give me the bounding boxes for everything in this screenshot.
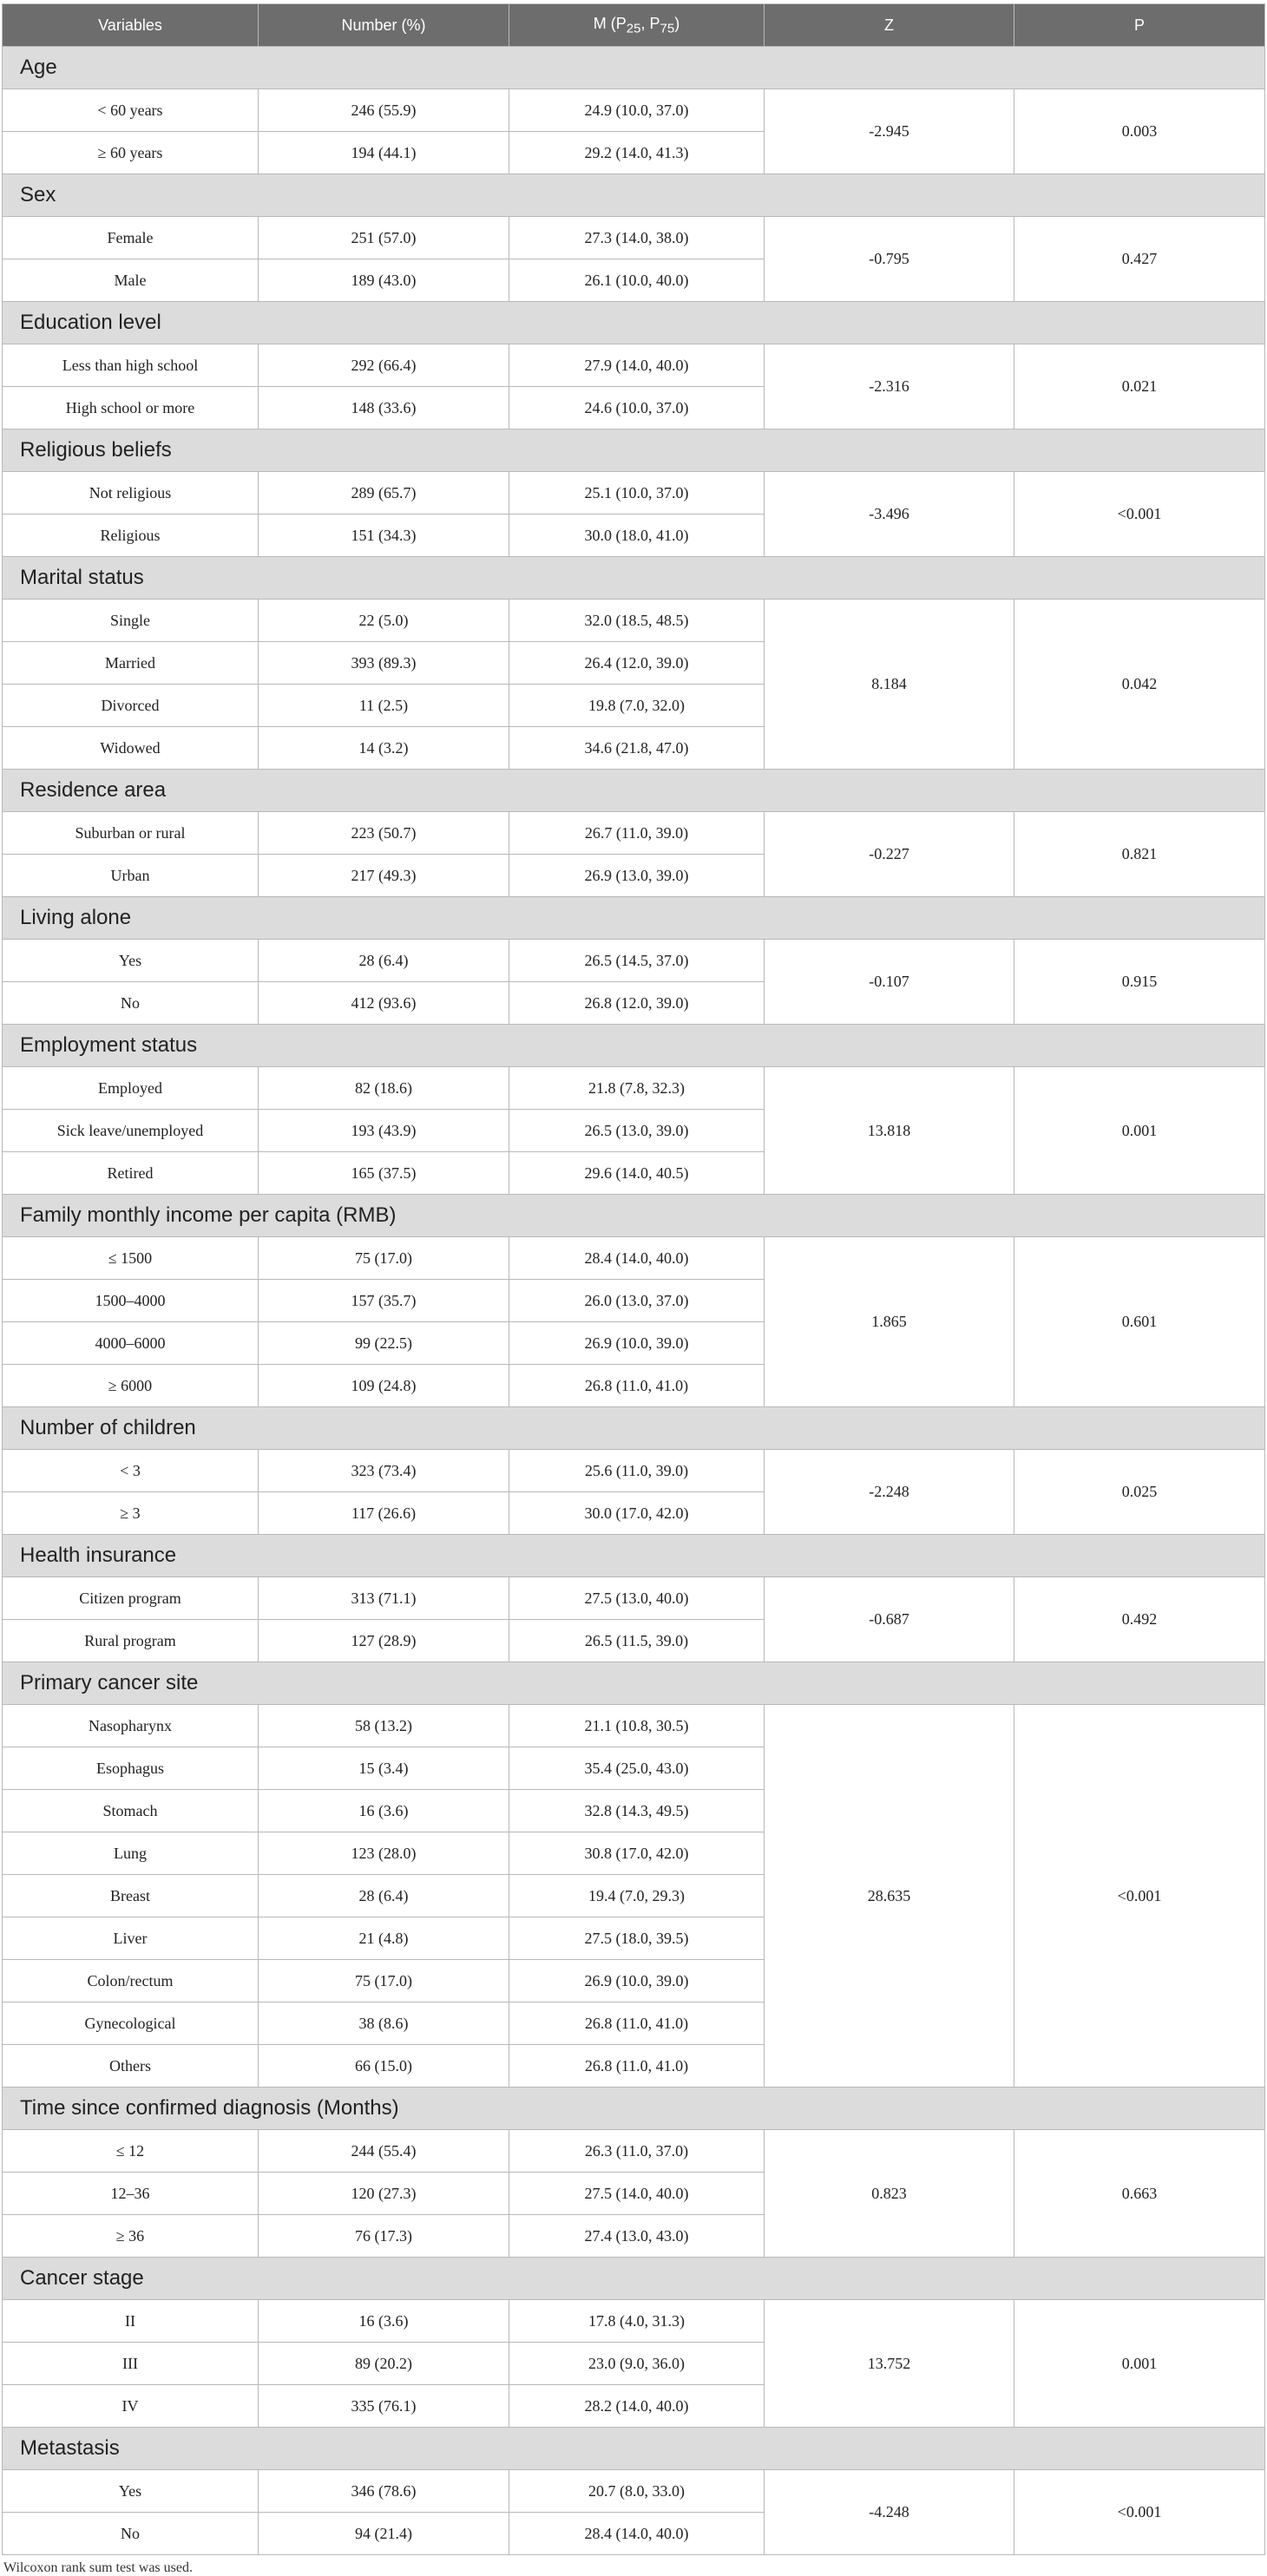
row-number: 99 (22.5) <box>259 1322 509 1365</box>
group-p-value: 0.821 <box>1014 812 1265 897</box>
row-median: 26.7 (11.0, 39.0) <box>509 812 765 855</box>
row-median: 25.1 (10.0, 37.0) <box>509 472 765 515</box>
row-number: 346 (78.6) <box>259 2470 509 2513</box>
group-label: Primary cancer site <box>3 1662 1265 1705</box>
table-row <box>3 2130 1265 2173</box>
row-median: 28.2 (14.0, 40.0) <box>509 2385 765 2428</box>
row-median: 30.0 (18.0, 41.0) <box>509 515 765 557</box>
group-z-value: 13.752 <box>765 2300 1014 2428</box>
group-row <box>3 429 1265 472</box>
group-label: Marital status <box>3 557 1265 600</box>
row-median: 32.8 (14.3, 49.5) <box>509 1790 765 1832</box>
row-number: 38 (8.6) <box>259 2002 509 2045</box>
row-label: 4000–6000 <box>3 1322 259 1365</box>
row-label: Esophagus <box>3 1747 259 1790</box>
row-number: 76 (17.3) <box>259 2215 509 2258</box>
group-z-value: -0.107 <box>765 940 1014 1025</box>
table-row <box>3 1450 1265 1492</box>
group-row <box>3 47 1265 89</box>
row-number: 217 (49.3) <box>259 855 509 897</box>
group-z-value: 8.184 <box>765 600 1014 770</box>
row-median: 26.8 (11.0, 41.0) <box>509 1365 765 1407</box>
table-row <box>3 89 1265 132</box>
group-z-value: -2.945 <box>765 89 1014 174</box>
table-row <box>3 344 1265 387</box>
group-label: Metastasis <box>3 2428 1265 2470</box>
row-median: 20.7 (8.0, 33.0) <box>509 2470 765 2513</box>
group-p-value: <0.001 <box>1014 472 1265 557</box>
row-median: 23.0 (9.0, 36.0) <box>509 2343 765 2385</box>
row-median: 26.3 (11.0, 37.0) <box>509 2130 765 2173</box>
row-number: 28 (6.4) <box>259 940 509 982</box>
group-row <box>3 302 1265 344</box>
group-row <box>3 557 1265 600</box>
row-median: 26.5 (13.0, 39.0) <box>509 1110 765 1152</box>
table-row <box>3 1237 1265 1280</box>
row-number: 289 (65.7) <box>259 472 509 515</box>
group-p-value: 0.001 <box>1014 2300 1265 2428</box>
row-label: Others <box>3 2045 259 2088</box>
row-number: 223 (50.7) <box>259 812 509 855</box>
row-label: Rural program <box>3 1620 259 1662</box>
row-median: 34.6 (21.8, 47.0) <box>509 727 765 770</box>
row-number: 89 (20.2) <box>259 2343 509 2385</box>
row-number: 151 (34.3) <box>259 515 509 557</box>
row-number: 393 (89.3) <box>259 642 509 685</box>
row-median: 27.5 (18.0, 39.5) <box>509 1917 765 1960</box>
row-number: 194 (44.1) <box>259 132 509 174</box>
table-header <box>3 4 1265 47</box>
table-body <box>3 47 1265 2555</box>
row-label: III <box>3 2343 259 2385</box>
group-z-value: -2.248 <box>765 1450 1014 1535</box>
group-row <box>3 897 1265 940</box>
group-label: Sex <box>3 174 1265 217</box>
row-label: Yes <box>3 940 259 982</box>
group-row <box>3 1025 1265 1067</box>
group-p-value: <0.001 <box>1014 1705 1265 2088</box>
row-label: 12–36 <box>3 2173 259 2215</box>
row-median: 26.0 (13.0, 37.0) <box>509 1280 765 1322</box>
row-median: 28.4 (14.0, 40.0) <box>509 1237 765 1280</box>
row-median: 21.8 (7.8, 32.3) <box>509 1067 765 1110</box>
row-number: 148 (33.6) <box>259 387 509 429</box>
row-number: 313 (71.1) <box>259 1577 509 1620</box>
row-label: IV <box>3 2385 259 2428</box>
group-row <box>3 174 1265 217</box>
row-label: Gynecological <box>3 2002 259 2045</box>
row-median: 26.9 (10.0, 39.0) <box>509 1960 765 2002</box>
group-p-value: 0.663 <box>1014 2130 1265 2258</box>
row-label: ≥ 36 <box>3 2215 259 2258</box>
row-label: Divorced <box>3 685 259 727</box>
row-number: 16 (3.6) <box>259 2300 509 2343</box>
footnote: Wilcoxon rank sum test was used. <box>3 2560 193 2575</box>
group-z-value: 28.635 <box>765 1705 1014 2088</box>
group-p-value: 0.427 <box>1014 217 1265 302</box>
row-median: 24.6 (10.0, 37.0) <box>509 387 765 429</box>
row-number: 22 (5.0) <box>259 600 509 642</box>
row-number: 94 (21.4) <box>259 2513 509 2555</box>
row-number: 165 (37.5) <box>259 1152 509 1195</box>
row-median: 27.9 (14.0, 40.0) <box>509 344 765 387</box>
group-z-value: -4.248 <box>765 2470 1014 2555</box>
group-z-value: 0.823 <box>765 2130 1014 2258</box>
row-label: < 3 <box>3 1450 259 1492</box>
row-label: ≤ 12 <box>3 2130 259 2173</box>
group-label: Cancer stage <box>3 2258 1265 2300</box>
row-label: ≥ 60 years <box>3 132 259 174</box>
group-label: Living alone <box>3 897 1265 940</box>
group-p-value: 0.915 <box>1014 940 1265 1025</box>
row-median: 26.8 (12.0, 39.0) <box>509 982 765 1025</box>
row-median: 29.6 (14.0, 40.5) <box>509 1152 765 1195</box>
header-median: M ($P_{25}$, $P_{75}$) <box>509 4 765 47</box>
row-median: 32.0 (18.5, 48.5) <box>509 600 765 642</box>
row-label: Urban <box>3 855 259 897</box>
group-label: Employment status <box>3 1025 1265 1067</box>
table-row <box>3 812 1265 855</box>
group-label: Family monthly income per capita (RMB) <box>3 1195 1265 1237</box>
table-row <box>3 472 1265 515</box>
group-z-value: -0.687 <box>765 1577 1014 1662</box>
row-label: Less than high school <box>3 344 259 387</box>
row-number: 127 (28.9) <box>259 1620 509 1662</box>
table-row <box>3 2470 1265 2513</box>
row-median: 17.8 (4.0, 31.3) <box>509 2300 765 2343</box>
row-median: 24.9 (10.0, 37.0) <box>509 89 765 132</box>
row-median: 26.4 (12.0, 39.0) <box>509 642 765 685</box>
row-label: Citizen program <box>3 1577 259 1620</box>
row-label: Colon/rectum <box>3 1960 259 2002</box>
row-number: 21 (4.8) <box>259 1917 509 1960</box>
row-number: 323 (73.4) <box>259 1450 509 1492</box>
row-number: 14 (3.2) <box>259 727 509 770</box>
row-number: 157 (35.7) <box>259 1280 509 1322</box>
row-number: 189 (43.0) <box>259 259 509 302</box>
table-row <box>3 217 1265 259</box>
row-label: ≥ 6000 <box>3 1365 259 1407</box>
row-median: 30.8 (17.0, 42.0) <box>509 1832 765 1875</box>
row-number: 292 (66.4) <box>259 344 509 387</box>
row-label: Married <box>3 642 259 685</box>
row-number: 120 (27.3) <box>259 2173 509 2215</box>
row-label: Yes <box>3 2470 259 2513</box>
row-number: 28 (6.4) <box>259 1875 509 1917</box>
group-p-value: 0.001 <box>1014 1067 1265 1195</box>
row-label: < 60 years <box>3 89 259 132</box>
row-median: 25.6 (11.0, 39.0) <box>509 1450 765 1492</box>
group-z-value: -2.316 <box>765 344 1014 429</box>
group-p-value: 0.601 <box>1014 1237 1265 1407</box>
row-label: Female <box>3 217 259 259</box>
group-row <box>3 2258 1265 2300</box>
row-label: ≤ 1500 <box>3 1237 259 1280</box>
row-median: 26.5 (14.5, 37.0) <box>509 940 765 982</box>
row-number: 246 (55.9) <box>259 89 509 132</box>
table-row <box>3 940 1265 982</box>
row-label: Single <box>3 600 259 642</box>
row-label: Not religious <box>3 472 259 515</box>
table-row <box>3 1705 1265 1747</box>
row-number: 412 (93.6) <box>259 982 509 1025</box>
row-number: 123 (28.0) <box>259 1832 509 1875</box>
group-p-value: 0.003 <box>1014 89 1265 174</box>
row-number: 193 (43.9) <box>259 1110 509 1152</box>
row-label: Breast <box>3 1875 259 1917</box>
table-row <box>3 1067 1265 1110</box>
row-median: 27.4 (13.0, 43.0) <box>509 2215 765 2258</box>
row-median: 27.5 (14.0, 40.0) <box>509 2173 765 2215</box>
row-label: II <box>3 2300 259 2343</box>
row-label: No <box>3 982 259 1025</box>
row-label: ≥ 3 <box>3 1492 259 1535</box>
row-number: 11 (2.5) <box>259 685 509 727</box>
group-label: Education level <box>3 302 1265 344</box>
row-median: 26.5 (11.5, 39.0) <box>509 1620 765 1662</box>
group-p-value: 0.025 <box>1014 1450 1265 1535</box>
table-row <box>3 600 1265 642</box>
header-variables: Variables <box>3 4 259 47</box>
row-label: Nasopharynx <box>3 1705 259 1747</box>
row-label: Stomach <box>3 1790 259 1832</box>
row-label: High school or more <box>3 387 259 429</box>
row-label: Widowed <box>3 727 259 770</box>
group-label: Residence area <box>3 770 1265 812</box>
table-row <box>3 2300 1265 2343</box>
row-number: 251 (57.0) <box>259 217 509 259</box>
row-label: Male <box>3 259 259 302</box>
row-median: 30.0 (17.0, 42.0) <box>509 1492 765 1535</box>
row-number: 82 (18.6) <box>259 1067 509 1110</box>
row-number: 16 (3.6) <box>259 1790 509 1832</box>
group-label: Number of children <box>3 1407 1265 1450</box>
row-median: 26.9 (10.0, 39.0) <box>509 1322 765 1365</box>
row-label: Retired <box>3 1152 259 1195</box>
group-z-value: -3.496 <box>765 472 1014 557</box>
group-label: Health insurance <box>3 1535 1265 1577</box>
row-label: Liver <box>3 1917 259 1960</box>
row-median: 21.1 (10.8, 30.5) <box>509 1705 765 1747</box>
group-p-value: 0.021 <box>1014 344 1265 429</box>
row-label: Employed <box>3 1067 259 1110</box>
row-number: 66 (15.0) <box>259 2045 509 2088</box>
row-median: 19.4 (7.0, 29.3) <box>509 1875 765 1917</box>
row-label: Sick leave/unemployed <box>3 1110 259 1152</box>
group-p-value: 0.492 <box>1014 1577 1265 1662</box>
group-label: Time since confirmed diagnosis (Months) <box>3 2088 1265 2130</box>
header-number: Number (%) <box>259 4 509 47</box>
data-table <box>2 3 1265 2555</box>
group-row <box>3 2428 1265 2470</box>
group-row <box>3 1407 1265 1450</box>
row-label: Lung <box>3 1832 259 1875</box>
group-p-value: <0.001 <box>1014 2470 1265 2555</box>
row-median: 26.9 (13.0, 39.0) <box>509 855 765 897</box>
group-row <box>3 1662 1265 1705</box>
row-median: 27.5 (13.0, 40.0) <box>509 1577 765 1620</box>
row-label: Religious <box>3 515 259 557</box>
row-median: 19.8 (7.0, 32.0) <box>509 685 765 727</box>
group-z-value: 1.865 <box>765 1237 1014 1407</box>
row-median: 35.4 (25.0, 43.0) <box>509 1747 765 1790</box>
row-label: 1500–4000 <box>3 1280 259 1322</box>
group-row <box>3 1535 1265 1577</box>
row-median: 27.3 (14.0, 38.0) <box>509 217 765 259</box>
row-number: 75 (17.0) <box>259 1237 509 1280</box>
row-number: 117 (26.6) <box>259 1492 509 1535</box>
group-label: Religious beliefs <box>3 429 1265 472</box>
group-z-value: -0.795 <box>765 217 1014 302</box>
row-median: 28.4 (14.0, 40.0) <box>509 2513 765 2555</box>
row-label: No <box>3 2513 259 2555</box>
group-z-value: -0.227 <box>765 812 1014 897</box>
group-row <box>3 2088 1265 2130</box>
header-p: P <box>1014 4 1265 47</box>
group-row <box>3 770 1265 812</box>
row-number: 109 (24.8) <box>259 1365 509 1407</box>
row-median: 26.8 (11.0, 41.0) <box>509 2002 765 2045</box>
row-number: 335 (76.1) <box>259 2385 509 2428</box>
group-label: Age <box>3 47 1265 89</box>
row-median: 26.1 (10.0, 40.0) <box>509 259 765 302</box>
row-label: Suburban or rural <box>3 812 259 855</box>
table-row <box>3 1577 1265 1620</box>
group-p-value: 0.042 <box>1014 600 1265 770</box>
row-number: 58 (13.2) <box>259 1705 509 1747</box>
row-median: 26.8 (11.0, 41.0) <box>509 2045 765 2088</box>
header-z: Z <box>765 4 1014 47</box>
group-z-value: 13.818 <box>765 1067 1014 1195</box>
row-number: 15 (3.4) <box>259 1747 509 1790</box>
row-number: 75 (17.0) <box>259 1960 509 2002</box>
group-row <box>3 1195 1265 1237</box>
row-median: 29.2 (14.0, 41.3) <box>509 132 765 174</box>
row-number: 244 (55.4) <box>259 2130 509 2173</box>
